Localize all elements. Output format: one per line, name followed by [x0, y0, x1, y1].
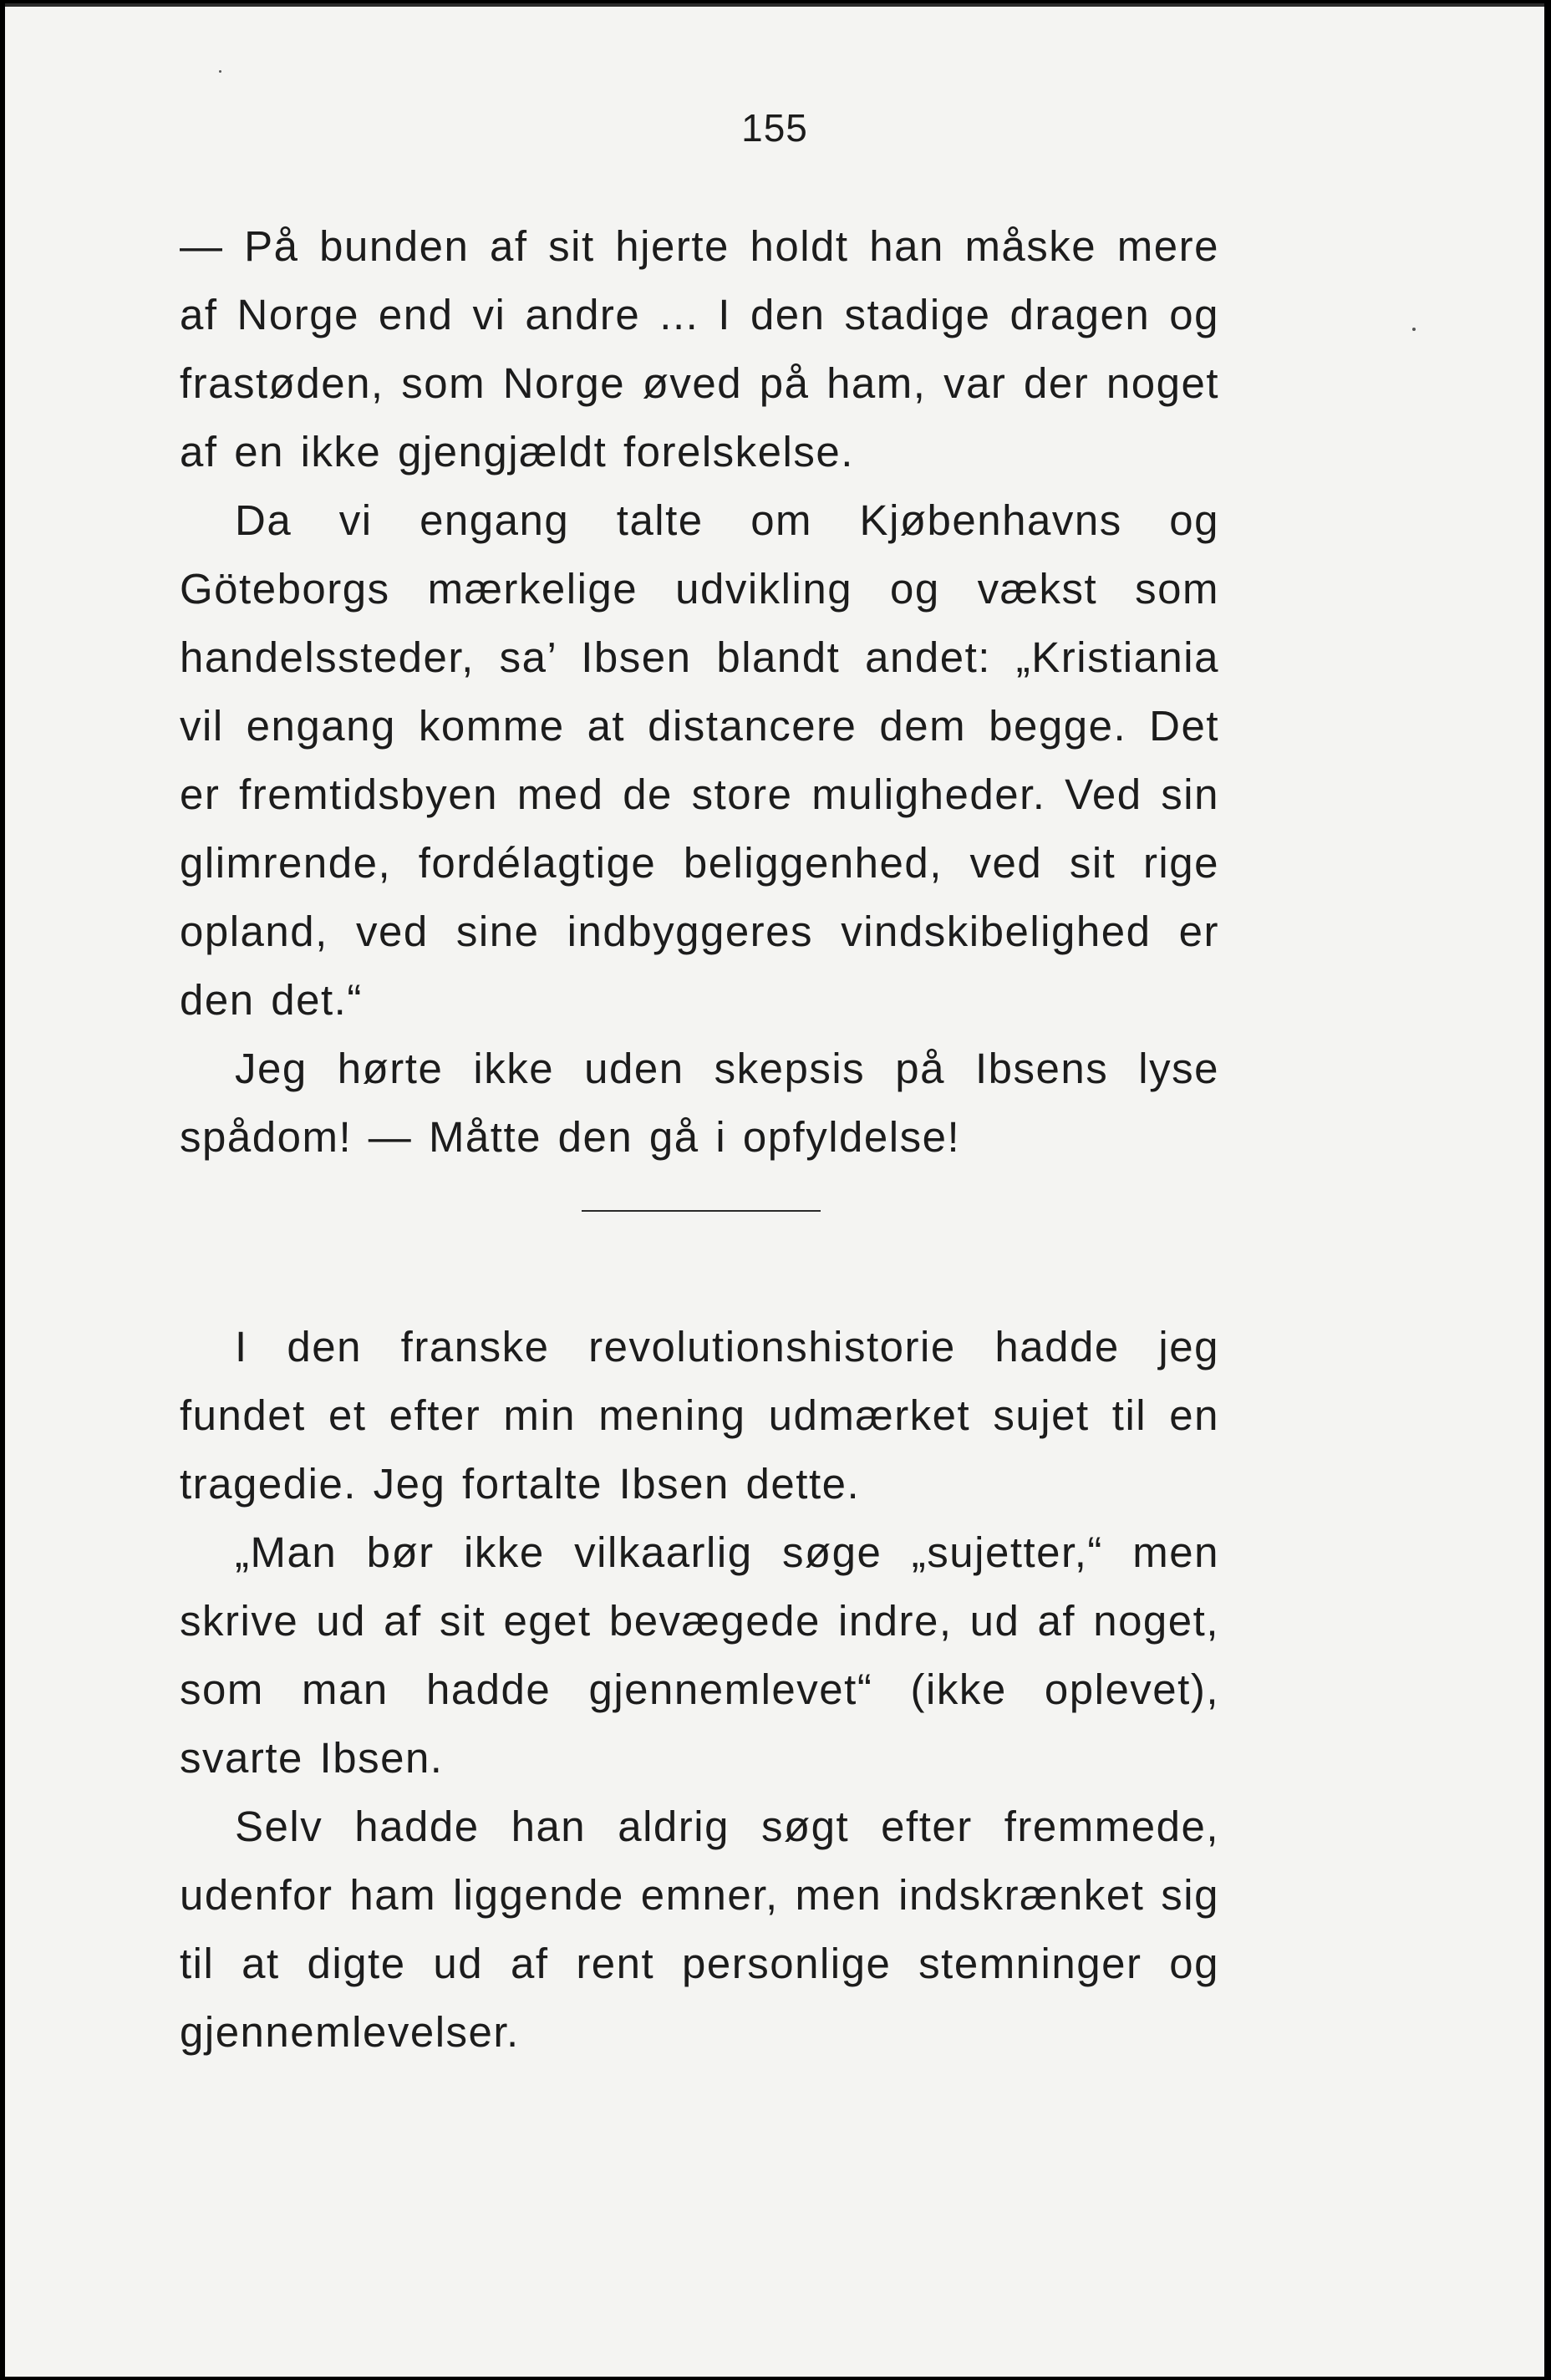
- paragraph: „Man bør ikke vilkaarlig søge „sujetter,“ men skrive ud af sit eget bevægede indre, ud af noget, som man hadde gjennemlevet“ (ikke oplevet), svarte Ibsen.: [180, 1528, 1219, 1782]
- page-number: 155: [741, 106, 808, 150]
- scan-speck: [1412, 328, 1416, 331]
- book-page: [5, 3, 1544, 2377]
- scan-speck: [219, 70, 221, 73]
- text-section-1: [180, 212, 1219, 1172]
- paragraph: I den franske revolutionshistorie hadde jeg fundet et efter min mening udmærket sujet til en tragedie. Jeg fortalte Ibsen dette.: [180, 1323, 1219, 1508]
- paragraph: Selv hadde han aldrig søgt efter fremmede, udenfor ham liggende emner, men indskrænket sig til at digte ud af rent personlige stemninger og gjennemlevelser.: [180, 1803, 1219, 2056]
- text-section-2: [180, 1313, 1219, 2067]
- scan-edge: [5, 3, 1544, 7]
- section-divider: [582, 1210, 821, 1212]
- paragraph: Jeg hørte ikke uden skepsis på Ibsens lyse spådom! — Måtte den gå i opfyldelse!: [180, 1045, 1219, 1161]
- paragraph: Da vi engang talte om Kjøbenhavns og Göteborgs mærkelige udvikling og vækst som handelssteder, sa’ Ibsen blandt andet: „Kristiania vil engang komme at distancere dem begge. Det er fremtidsbyen med de store muligheder. Ved sin glimrende, fordélagtige beliggenhed, ved sit rige opland, ved sine indbyggeres vindskibelighed er den det.“: [180, 496, 1219, 1024]
- paragraph: — På bunden af sit hjerte holdt han måske mere af Norge end vi andre ... I den stadige dragen og frastøden, som Norge øved på ham, var der noget af en ikke gjengjældt forelskelse.: [180, 222, 1219, 475]
